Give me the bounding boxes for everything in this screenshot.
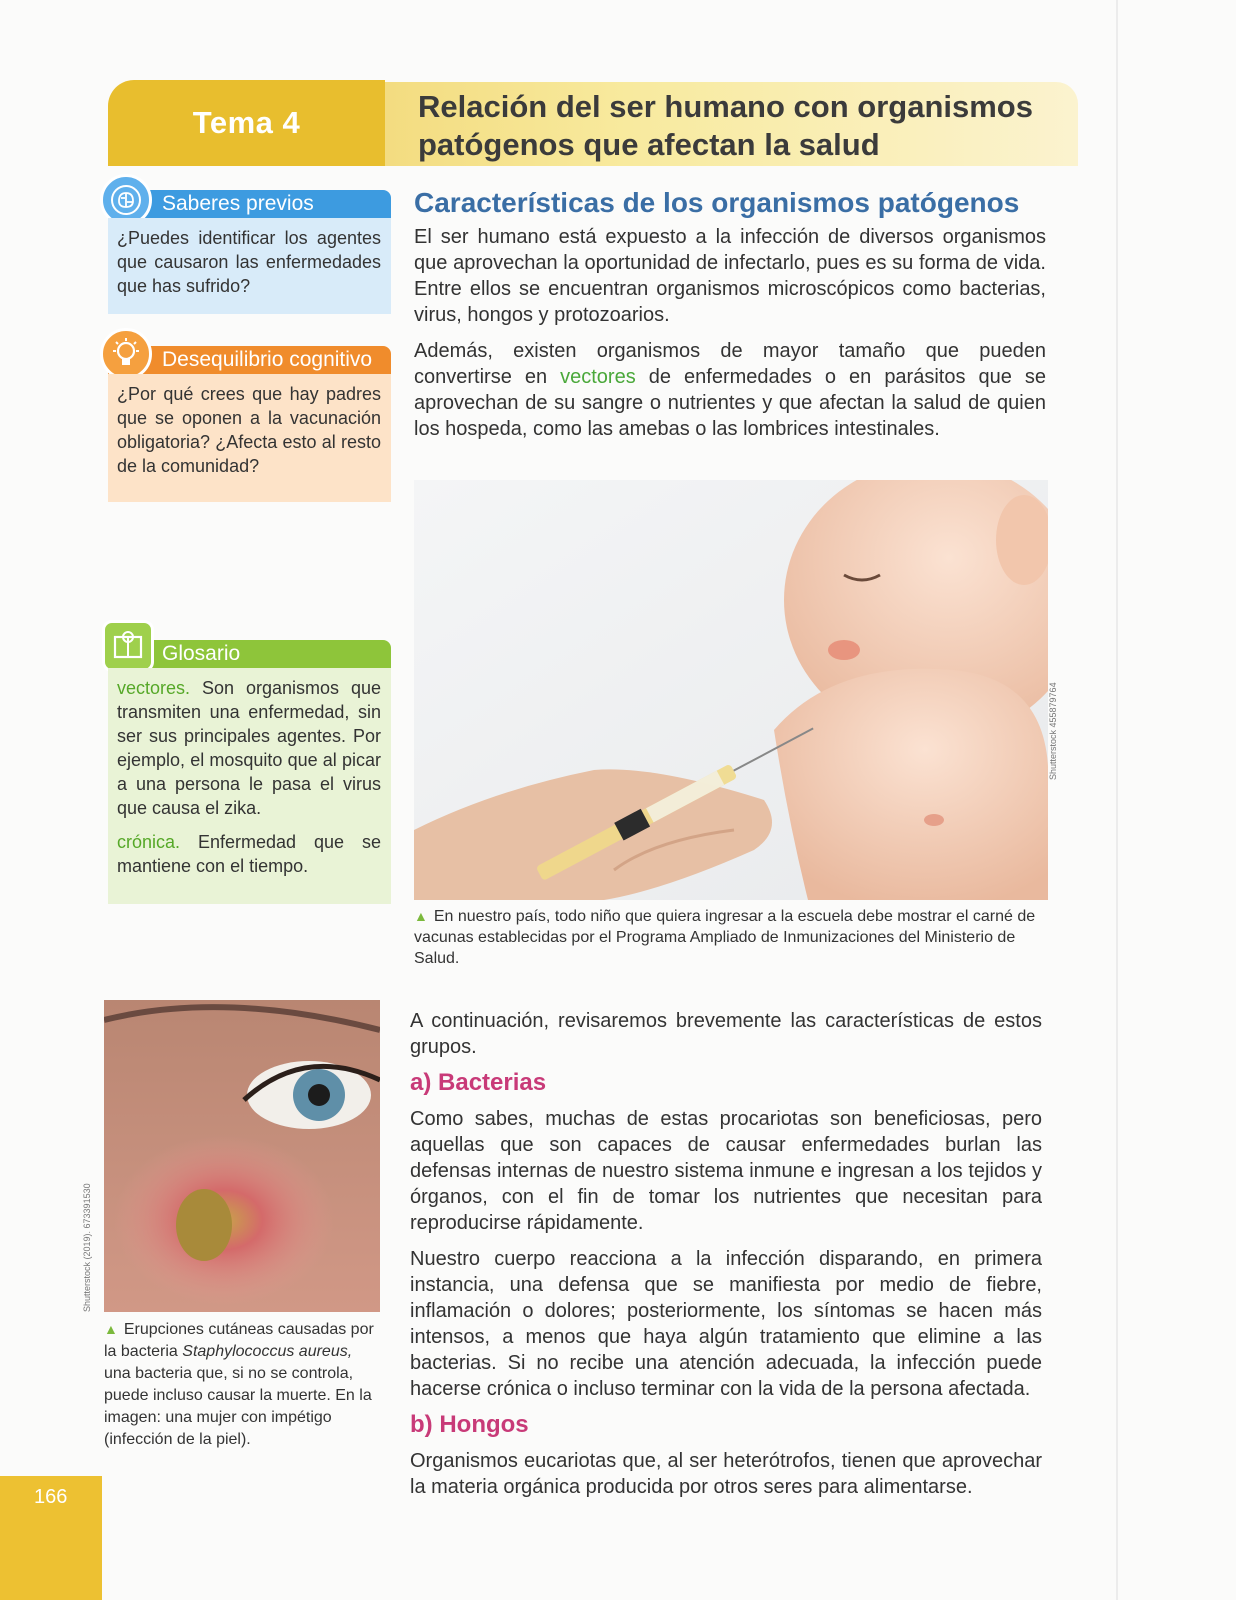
vectores-term: vectores	[560, 366, 636, 388]
glosario-box	[108, 640, 391, 904]
skin-caption-start: Erupciones cutáneas causadas por la bacteria	[104, 1321, 374, 1360]
intro-paragraph-2-start: Además, existen organismos de mayor tamaño que pueden convertirse en	[414, 340, 1046, 388]
hongos-paragraph: Organismos eucariotas que, al ser heterótrofos, tienen que aprovechar la materia orgánica producida por otros seres para alimentarse.	[410, 1450, 1042, 1498]
triangle-icon: ▲	[104, 1321, 118, 1337]
intro-paragraph-2-end: de enfermedades o en parásitos que se aprovechan de su sangre o nutrientes y que afectan la salud de quien los hospeda, como las amebas o las lombrices intestinales.	[414, 366, 1047, 440]
saberes-previos-heading: Saberes previos	[108, 190, 391, 218]
glosario-heading: Glosario	[108, 640, 391, 668]
glosario-term: vectores.	[117, 678, 191, 698]
tema-tab	[108, 80, 385, 166]
bacterias-title: a) Bacterias	[410, 1069, 547, 1096]
bacterias-paragraph-1: Como sabes, muchas de estas procariotas son beneficiosas, pero aquellas que son capaces de causar enfermedades burlan las defensas internas de nuestro sistema inmune e ingresan a los tejidos y órganos, con el fin de tomar los nutrientes que necesitan para reproducirse rápidamente.	[410, 1108, 1042, 1234]
saberes-previos-box	[108, 190, 391, 314]
skin-photo-credit: Shutterstock (2019). 673391530	[82, 1183, 92, 1312]
glosario-entry	[117, 676, 381, 820]
skin-caption-end: una bacteria que, si no se controla, puede incluso causar la muerte. En la imagen: una mujer con impétigo (infección de la piel).	[104, 1365, 372, 1448]
baby-caption-text: En nuestro país, todo niño que quiera ingresar a la escuela debe mostrar el carné de vacunas establecidas por el Programa Ampliado de Inmunizaciones del Ministerio de Salud.	[414, 908, 1036, 967]
bacterias-paragraph-2: Nuestro cuerpo reacciona a la infección disparando, en primera instancia, una defensa que se manifiesta por medio de fiebre, inflamación o dolores; posteriormente, los síntomas se hacen más intensos, a menos que haya algún tratamiento que elimine a las bacterias. Si no recibe una atención adecuada, la infección puede hacerse crónica o incluso terminar con la vida de la persona afectada.	[410, 1248, 1042, 1400]
glosario-entry	[117, 830, 381, 878]
glosario-text	[108, 668, 391, 904]
desequilibrio-text: ¿Por qué crees que hay padres que se oponen a la vacunación obligatoria? ¿Afecta esto al resto de la comunidad?	[108, 374, 391, 502]
groups-section	[410, 1008, 1042, 1500]
impetigo-photo	[104, 1000, 380, 1312]
lightbulb-icon	[100, 328, 152, 380]
saberes-previos-text: ¿Puedes identificar los agentes que causaron las enfermedades que has sufrido?	[108, 218, 391, 314]
species-name: Staphylococcus aureus,	[182, 1343, 353, 1360]
section-title: Características de los organismos patógenos	[414, 187, 1020, 218]
desequilibrio-heading: Desequilibrio cognitivo	[108, 346, 391, 374]
intro-paragraph-1: El ser humano está expuesto a la infección de diversos organismos que aprovechan la oportunidad de infectarlo, pues es su forma de vida. Entre ellos se encuentran organismos microscópicos como bacterias, virus, hongos y protozoarios.	[414, 226, 1046, 326]
baby-vaccination-photo	[414, 480, 1048, 900]
page-number: 166	[34, 1486, 68, 1508]
triangle-icon: ▲	[414, 908, 428, 924]
book-icon	[102, 620, 154, 672]
baby-photo-credit: Shutterstock 455879764	[1048, 682, 1058, 780]
intro-section	[414, 187, 1047, 442]
glosario-term: crónica.	[117, 832, 181, 852]
groups-intro: A continuación, revisaremos brevemente las características de estos grupos.	[410, 1010, 1042, 1058]
intro-paragraph-2	[414, 338, 1046, 442]
glosario-definition: Enfermedad que se mantiene con el tiempo.	[117, 832, 381, 876]
desequilibrio-box	[108, 346, 391, 502]
page-title: Relación del ser humano con organismos patógenos que afectan la salud	[418, 89, 1033, 162]
page-edge-rule	[1116, 0, 1118, 1600]
baby-photo-caption	[414, 906, 1042, 969]
tema-label: Tema 4	[192, 105, 301, 140]
skin-photo-caption	[104, 1318, 380, 1451]
glosario-definition: Son organismos que transmiten una enfermedad, sin ser sus principales agentes. Por ejemplo, el mosquito que al picar a una persona le pasa el virus que causa el zika.	[117, 678, 381, 818]
hongos-title: b) Hongos	[410, 1411, 529, 1438]
